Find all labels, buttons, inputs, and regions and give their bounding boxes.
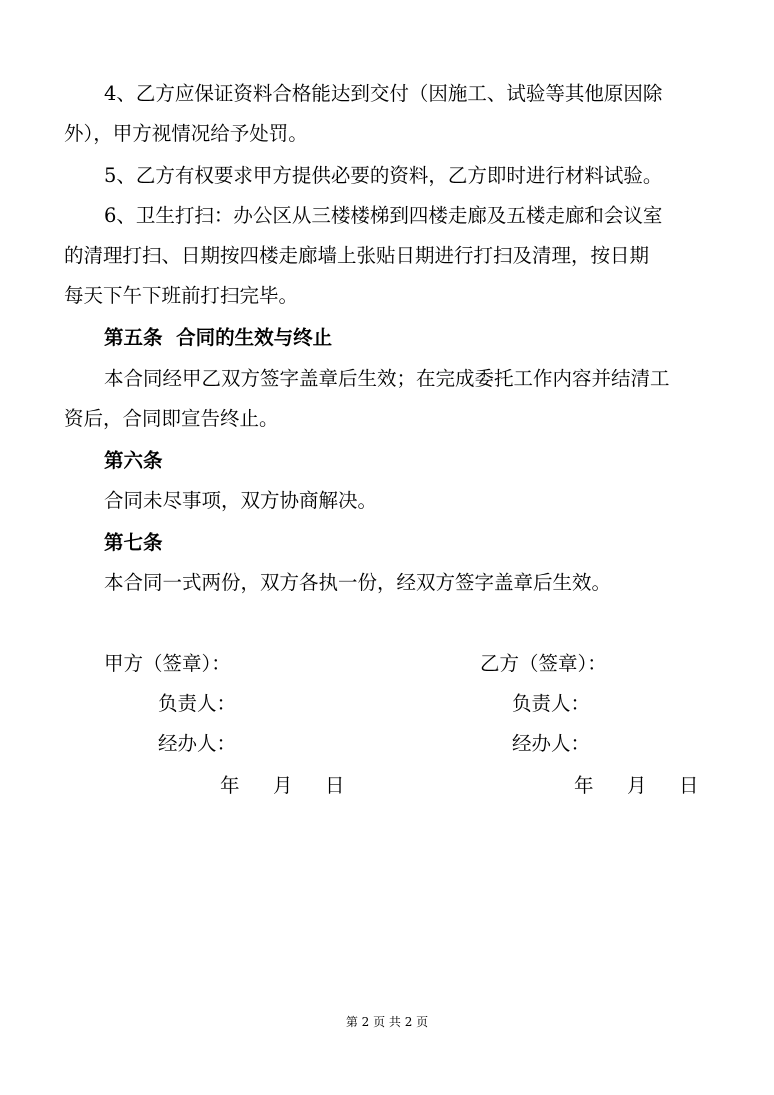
item-6-line-1: 6、卫生打扫：办公区从三楼楼梯到四楼走廊及五楼走廊和会议室 — [104, 204, 663, 227]
party-a-month: 月 — [273, 774, 293, 797]
article-5-heading: 第五条 合同的生效与终止 — [104, 326, 333, 349]
item-4-line-2: 外），甲方视情况给予处罚。 — [64, 122, 308, 145]
party-b-day: 日 — [679, 774, 699, 797]
article-7-text: 本合同一式两份，双方各执一份，经双方签字盖章后生效。 — [104, 571, 612, 594]
party-b-month: 月 — [627, 774, 647, 797]
party-a-signature-label: 甲方（签章）： — [104, 652, 231, 675]
item-5: 5、乙方有权要求甲方提供必要的资料，乙方即时进行材料试验。 — [104, 164, 663, 187]
party-b-handler: 经办人： — [512, 732, 591, 755]
party-b-person-in-charge: 负责人： — [512, 692, 591, 715]
article-6-text: 合同未尽事项，双方协商解决。 — [104, 489, 378, 512]
article-6-heading: 第六条 — [104, 449, 163, 472]
party-a-person-in-charge: 负责人： — [158, 692, 237, 715]
item-4-line-1: 4、乙方应保证资料合格能达到交付（因施工、试验等其他原因除 — [104, 82, 663, 105]
party-a-year: 年 — [220, 774, 240, 797]
item-6-line-3: 每天下午下班前打扫完毕。 — [64, 284, 299, 307]
party-b-signature-label: 乙方（签章）： — [480, 652, 607, 675]
item-6-line-2: 的清理打扫、日期按四楼走廊墙上张贴日期进行打扫及清理，按日期 — [64, 244, 650, 267]
article-7-heading: 第七条 — [104, 531, 163, 554]
article-5-line-1: 本合同经甲乙双方签字盖章后生效；在完成委托工作内容并结清工 — [104, 367, 670, 390]
party-a-day: 日 — [325, 774, 345, 797]
page-footer: 第 2 页 共 2 页 — [345, 1015, 429, 1029]
article-5-line-2: 资后，合同即宣告终止。 — [64, 407, 279, 430]
party-b-year: 年 — [574, 774, 594, 797]
party-a-handler: 经办人： — [158, 732, 237, 755]
